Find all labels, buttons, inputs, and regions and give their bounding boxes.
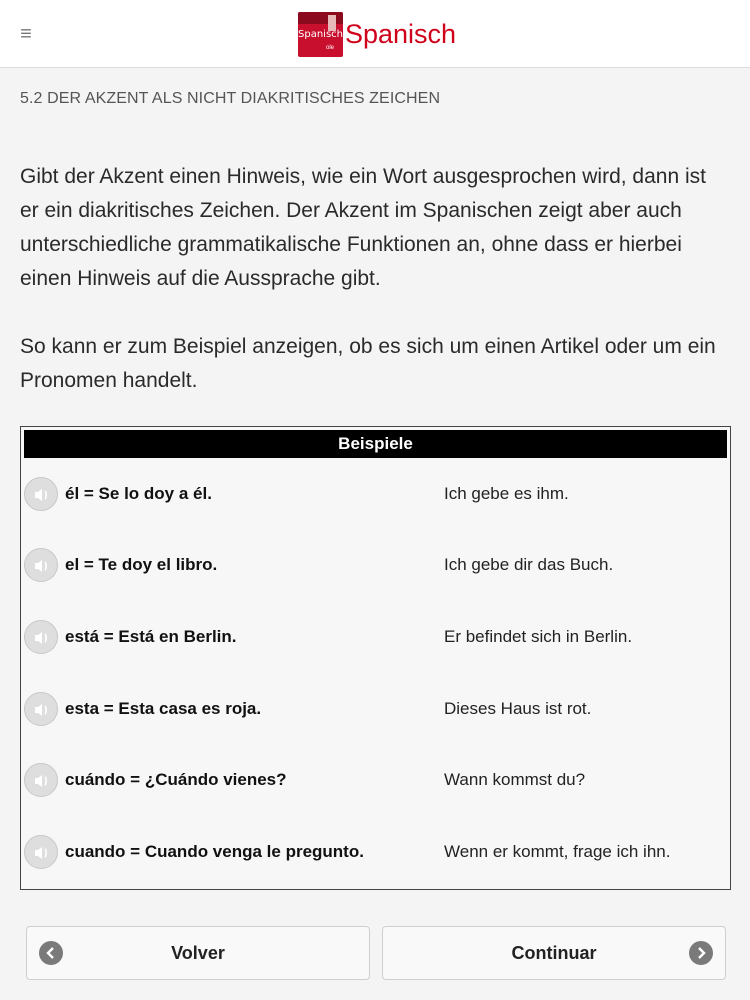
example-row	[21, 755, 730, 805]
spanish-example: el = Te doy el libro.	[65, 555, 218, 574]
spanish-example: esta = Esta casa es roja.	[65, 699, 262, 718]
back-button[interactable]	[26, 926, 370, 980]
speaker-icon[interactable]	[24, 835, 58, 869]
speaker-icon[interactable]	[24, 477, 58, 511]
continue-button[interactable]	[382, 926, 726, 980]
spanish-example: cuándo = ¿Cuándo vienes?	[65, 770, 287, 789]
spanish-example: cuando = Cuando venga le pregunto.	[65, 842, 364, 861]
example-row	[21, 612, 730, 662]
example-row	[21, 684, 730, 734]
example-intro-paragraph: So kann er zum Beispiel anzeigen, ob es sich um einen Artikel oder um ein Pronomen handelt.	[20, 335, 716, 392]
speaker-icon[interactable]	[24, 548, 58, 582]
examples-header: Beispiele	[24, 430, 727, 458]
brand	[298, 10, 456, 58]
speaker-icon[interactable]	[24, 692, 58, 726]
spanish-example: él = Se lo doy a él.	[65, 484, 212, 503]
spanisch-logo-icon	[298, 12, 343, 57]
examples-table	[20, 426, 731, 890]
german-translation: Ich gebe dir das Buch.	[444, 555, 614, 574]
example-row	[21, 469, 730, 519]
speaker-icon[interactable]	[24, 620, 58, 654]
german-translation: Wann kommst du?	[444, 770, 586, 789]
speaker-icon[interactable]	[24, 763, 58, 797]
continue-button-label: Continuar	[511, 943, 597, 963]
section-title: 5.2 DER AKZENT ALS NICHT DIAKRITISCHES ZEICHEN	[20, 90, 441, 107]
logo-text: Spanisch	[298, 28, 343, 40]
logo-mini-text: ole	[326, 44, 335, 51]
example-row	[21, 540, 730, 590]
menu-icon[interactable]: ≡	[20, 23, 32, 45]
german-translation: Er befindet sich in Berlin.	[444, 627, 633, 646]
german-translation: Wenn er kommt, frage ich ihn.	[444, 842, 671, 861]
intro-paragraph: Gibt der Akzent einen Hinweis, wie ein Wort ausgesprochen wird, dann ist er ein diakritisches Zeichen. Der Akzent im Spanischen zeigt aber auch unterschiedliche grammatikalische Funktionen an, ohne dass er hierbei einen Hinweis auf die Aussprache gibt.	[20, 165, 706, 290]
arrow-right-icon	[689, 941, 713, 965]
back-button-label: Volver	[171, 943, 225, 963]
app-header	[0, 0, 750, 68]
app-title: Spanisch	[345, 18, 457, 49]
german-translation: Dieses Haus ist rot.	[444, 699, 592, 718]
spanish-example: está = Está en Berlin.	[65, 627, 237, 646]
example-row	[21, 827, 730, 877]
german-translation: Ich gebe es ihm.	[444, 484, 569, 503]
